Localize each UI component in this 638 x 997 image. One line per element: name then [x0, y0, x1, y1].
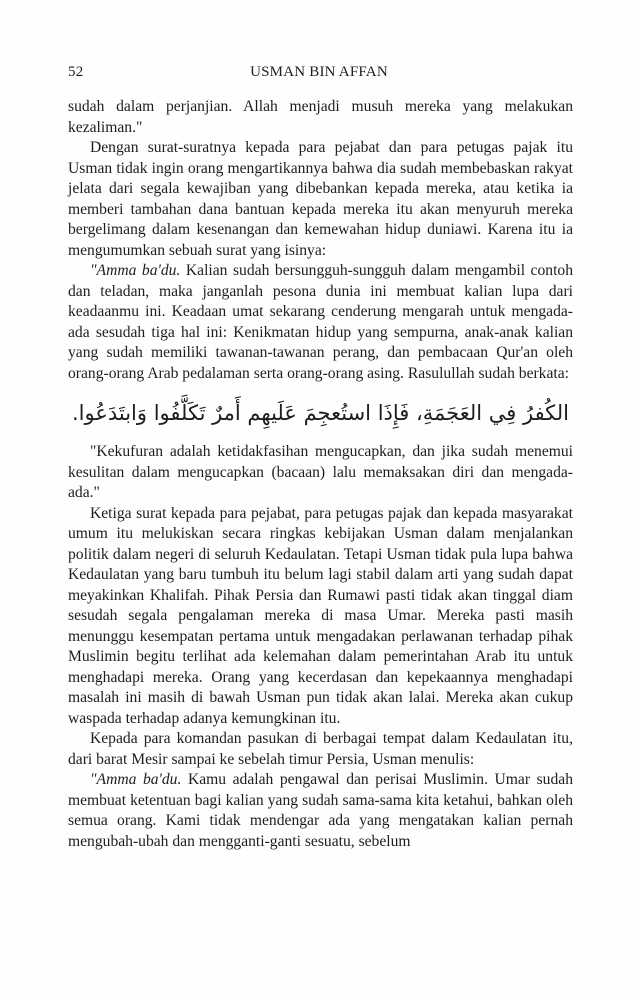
paragraph-7: [68, 770, 573, 852]
running-title: USMAN BIN AFFAN: [250, 64, 388, 80]
letter-text: Kamu adalah pengawal dan perisai Muslimin. Umar sudah membuat ketentuan bagi kalian yang sudah sama-sama kita ketahui, bahkan oleh semua orang. Kami tidak mendengar ada yang mengatakan kalian pernah mengubah-ubah dan mengganti-ganti sesuatu, sebelum: [68, 771, 573, 850]
hadith-translation: "Kekufuran adalah ketidakfasihan mengucapkan, dan jika sudah menemui kesulitan dalam mengucapkan (bacaan) lalu memaksakan diri dan mengada-ada.": [68, 443, 573, 501]
paragraph-2: Dengan surat-suratnya kepada para pejabat dan para petugas pajak itu Usman tidak ingin orang mengartikannya bahwa dia sudah membebaskan rakyat jelata dari segala kewajiban yang dibebankan kepada mereka, atau ketika ia memberi tambahan dana bantuan kepada mereka itu akan menyuruh mereka bergelimang dalam kesenangan dan kemewahan hidup duniawi. Karena itu ia mengumumkan sebuah surat yang isinya:: [68, 139, 573, 259]
page-header: [68, 64, 570, 86]
page-number: 52: [68, 64, 84, 80]
letter-opening: "Amma ba'du.: [90, 262, 181, 279]
paragraph-5: Ketiga surat kepada para pejabat, para petugas pajak dan kepada masyarakat umum itu melukiskan secara ringkas kebijakan Usman dalam menjalankan politik dalam negeri di seluruh Kedaulatan. Tetapi Usman tidak pula lupa bahwa Kedaulatan yang baru tumbuh itu belum lagi stabil dalam arti yang sudah dapat meyakinkan Khalifah. Pihak Persia dan Rumawi pasti tidak akan tinggal diam sesudah segala pengalaman mereka di masa Umar. Mereka pasti masih menunggu kesempatan pertama untuk mengadakan perlawanan terhadap pihak Muslimin begitu terlihat ada kelemahan dalam pemerintahan Arab itu untuk menghadapi mereka. Orang yang kecerdasan dan kepekaannya menghadapi masalah ini masih di bawah Usman pun tidak akan lalai. Mereka akan cukup waspada terhadap adanya kemungkinan itu.: [68, 504, 573, 727]
letter-text: Kalian sudah bersungguh-sungguh dalam mengambil contoh dan teladan, maka janganlah pesona dunia ini membuat kalian lupa dari keadaanmu ini. Keadaan umat sekarang cenderung mengarah untuk mengada-ada sesudah tiga hal ini: Kenikmatan hidup yang sempurna, anak-anak kalian yang sudah memiliki tawanan-tawanan perang, dan pembacaan Qur'an oleh orang-orang Arab pedalaman serta orang-orang asing. Rasulullah sudah berkata:: [68, 262, 574, 382]
paragraph-3: [68, 261, 573, 384]
paragraph-6: Kepada para komandan pasukan di berbagai tempat dalam Kedaulatan itu, dari barat Mesir sampai ke sebelah timur Persia, Usman menulis:: [68, 730, 573, 768]
body-text: [68, 97, 573, 852]
letter-opening: "Amma ba'du.: [90, 771, 182, 788]
paragraph-1: sudah dalam perjanjian. Allah menjadi musuh mereka yang melakukan kezaliman.": [68, 98, 573, 136]
arabic-hadith: الكُفرُ فِي العَجَمَةِ، فَإِذَا استُعجِمَ عَلَيهِم أَمرٌ تَكَلَّفُوا وَابتَدَعُوا.: [71, 401, 570, 425]
